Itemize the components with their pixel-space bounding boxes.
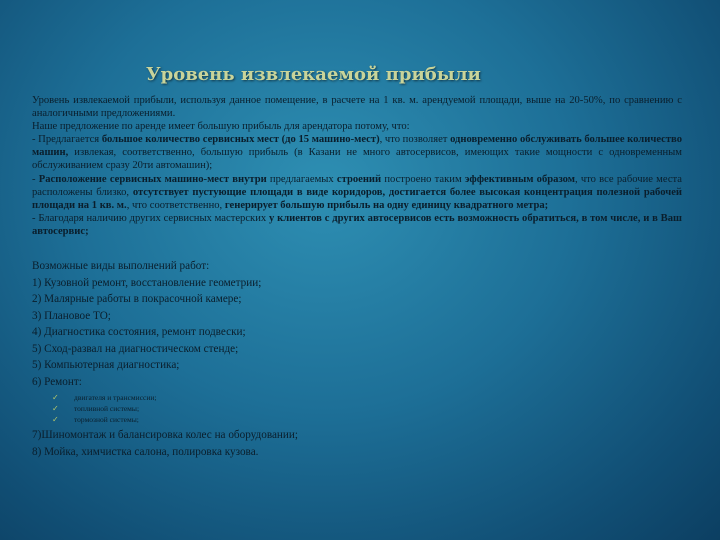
work-item-8: 8) Мойка, химчистка салона, полировка кузова. — [32, 445, 259, 458]
work-item-4: 4) Диагностика состояния, ремонт подвески; — [32, 326, 246, 339]
sub-item-label: топливной системы; — [74, 404, 140, 414]
work-item-7: 7)Шиномонтаж и балансировка колес на оборудовании; — [32, 429, 298, 442]
p4-text-e: построено таким — [381, 173, 465, 185]
intro-paragraph-5 — [32, 212, 682, 238]
check-icon: ✓ — [52, 393, 59, 403]
intro-paragraph-1: Уровень извлекаемой прибыли, используя данное помещение, в расчете на 1 кв. м. арендуемой площади, выше на 20-50%, по сравнению с аналогичными предложениями. — [32, 95, 682, 120]
p4-text-i: , что соответственно, — [126, 199, 225, 211]
p3-text-e: извлекая, соответственно, большую прибыль (в Казани не много автосервисов, имеющих такие мощности с одновременным обслуживанием сразу 20ти автомашин); — [32, 147, 682, 172]
sub-item-brakes — [52, 414, 682, 425]
work-item-3: 3) Плановое ТО; — [32, 309, 111, 322]
p4-bold-h: отсутствует пустующие площади в виде коридоров, достигается более высокая концентрация полезной рабочей площади на 1 кв. м. — [32, 186, 682, 211]
p5-text-a: - Благодаря наличию других сервисных мастерских — [32, 212, 269, 224]
section-gap — [32, 238, 682, 258]
intro-paragraph-4 — [32, 173, 682, 212]
intro-paragraph-3 — [32, 133, 682, 172]
repair-sublist — [32, 392, 682, 425]
p4-text-c: предлагаемых — [266, 173, 337, 185]
p4-text-g: , что все рабочие места расположены близко, — [32, 173, 682, 198]
p4-bold-j: генерирует большую прибыль на одну единицу квадратного метра; — [224, 199, 549, 211]
work-item-1: 1) Кузовной ремонт, восстановление геометрии; — [32, 276, 262, 289]
sub-item-fuel — [52, 403, 682, 414]
sub-item-label: тормозной системы; — [74, 415, 139, 425]
work-item-2: 2) Малярные работы в покрасочной камере; — [32, 293, 242, 306]
p4-text-a: - — [32, 173, 39, 185]
works-heading: Возможные виды выполнений работ: — [32, 260, 210, 273]
work-item-5a: 5) Сход-развал на диагностическом стенде; — [32, 342, 239, 355]
slide-title: Уровень извлекаемой прибыли — [146, 64, 481, 85]
p4-bold-b: Расположение сервисных машино-мест внутри — [38, 173, 267, 185]
work-item-5b: 5) Компьютерная диагностика; — [32, 359, 180, 372]
p5-bold-b: у клиентов с других автосервисов есть возможность обратиться, в том числе, и в Ваш автосервис; — [32, 212, 682, 237]
sub-item-engine — [52, 392, 682, 403]
p3-text-a: - Предлагается — [32, 134, 102, 146]
p4-bold-d: строений — [336, 173, 382, 185]
p3-bold-b: большое количество сервисных мест (до 15 машино-мест) — [101, 134, 380, 146]
check-icon: ✓ — [52, 404, 59, 414]
work-item-6: 6) Ремонт: — [32, 375, 82, 388]
slide-body — [32, 94, 682, 460]
p3-text-c: , что позволяет — [379, 134, 451, 146]
check-icon: ✓ — [52, 415, 59, 425]
p4-bold-f: эффективным образом — [464, 173, 575, 185]
p3-bold-d: одновременно обслуживать большее количество машин, — [32, 134, 683, 159]
sub-item-label: двигателя и трансмиссии; — [74, 393, 157, 403]
intro-paragraph-2: Наше предложение по аренде имеет большую прибыль для арендатора потому, что: — [32, 121, 410, 133]
